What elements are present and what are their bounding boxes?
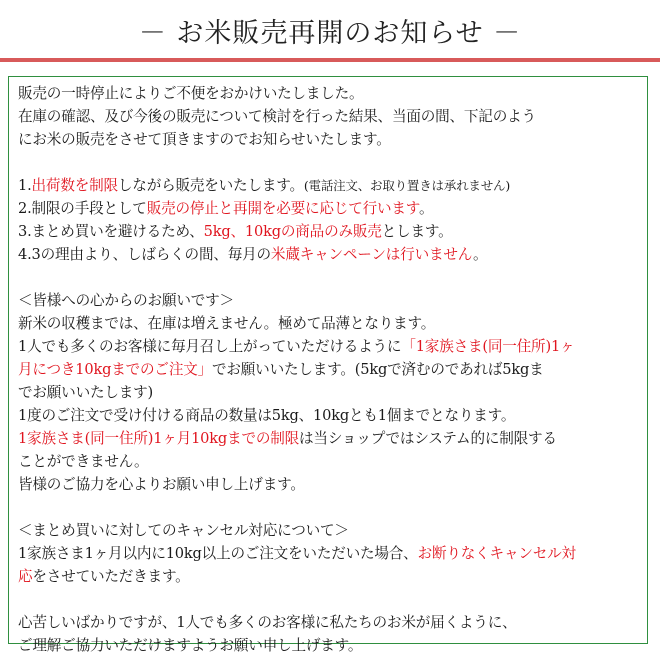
rule-item-2: 2.制限の手段として販売の停止と再開を必要に応じて行います。 (18, 200, 434, 217)
request-line: 1度のご注文で受け付ける商品の数量は5kg、10kgとも1個までとなります。 (18, 407, 516, 424)
request-heading: ＜皆様への心からのお願いです＞ (18, 292, 234, 309)
cancel-line: 1家族さま1ヶ月以内に10kg以上のご注文をいただいた場合、お断りなくキャンセル対 (18, 545, 576, 562)
request-line: 月につき10kgまでのご注文」でお願いいたします。(5kgで済むのであれば5kgま (18, 361, 544, 378)
request-line: 皆様のご協力を心よりお願い申し上げます。 (18, 476, 305, 493)
request-line: 1人でも多くのお客様に毎月召し上がっていただけるように「1家族さま(同一住所)1ヶ (18, 338, 575, 355)
request-line: 1家族さま(同一住所)1ヶ月10kgまでの制限は当ショップではシステム的に制限する (18, 430, 557, 447)
request-line: でお願いいたします) (18, 384, 154, 401)
intro-line: 在庫の確認、及び今後の販売について検討を行った結果、当面の間、下記のよう (18, 108, 536, 125)
title-divider (0, 58, 660, 62)
request-line: 新米の収穫までは、在庫は増えません。極めて品薄となります。 (18, 315, 436, 332)
cancel-line: 応をさせていただきます。 (18, 568, 190, 585)
rule-item-4: 4.3の理由より、しばらくの間、毎月の米蔵キャンペーンは行いません。 (18, 246, 488, 263)
cancel-heading: ＜まとめ買いに対してのキャンセル対応について＞ (18, 522, 349, 539)
rule-item-1: 1.出荷数を制限しながら販売をいたします。(電話注文、お取り置きは承れません) (18, 177, 511, 194)
closing-line: ご理解ご協力いただけますようお願い申し上げます。 (18, 637, 363, 654)
intro-line: 販売の一時停止によりご不便をおかけいたしました。 (18, 85, 364, 102)
intro-line: にお米の販売をさせて頂きますのでお知らせいたします。 (18, 131, 391, 148)
notice-body (18, 82, 638, 657)
request-line: ことができません。 (18, 453, 149, 470)
closing-line: 心苦しいばかりですが、1人でも多くのお客様に私たちのお米が届くように、 (18, 614, 517, 631)
page-title: － お米販売再開のお知らせ － (138, 17, 522, 49)
rule-item-3: 3.まとめ買いを避けるため、5kg、10kgの商品のみ販売とします。 (18, 223, 453, 240)
